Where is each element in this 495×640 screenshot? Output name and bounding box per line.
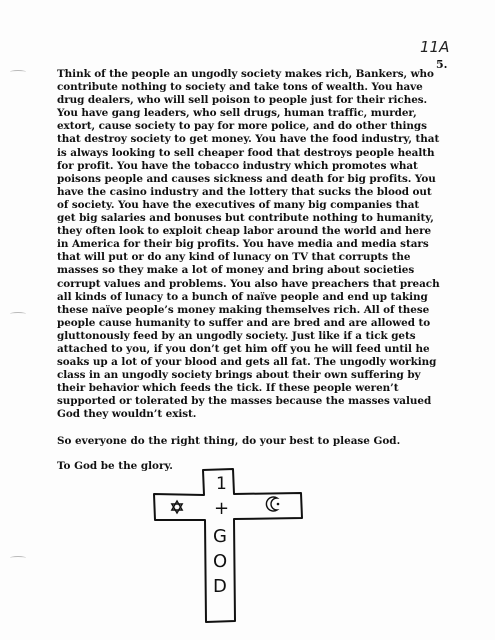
handwritten-page-note: 11A — [420, 38, 450, 56]
cross-letter-d: D — [213, 576, 227, 597]
binder-hole-mark — [10, 312, 26, 316]
hand-drawn-cross — [150, 468, 310, 628]
page-number: 5. — [436, 58, 448, 71]
cross-number-one: 1 — [216, 474, 227, 494]
crescent-star-icon — [266, 497, 279, 511]
glory-line: To God be the glory. — [57, 460, 173, 472]
cross-outline — [154, 469, 302, 622]
cross-letter-g: G — [213, 526, 227, 547]
body-paragraph: Think of the people an ungodly society makes rich, Bankers, who contribute nothing to society and take tons of wealth. You have drug dealers, who will sell poison to people just for their riches. You have gang leaders, who sell drugs, human traffic, murder, extort, cause society to pay for more police, and do other things that destroy society to get money. You have the food industry, that is always looking to sell cheaper food that destroys people health for profit. You have the tobacco industry which promotes what poisons people and causes sickness and death for big profits. You have the casino industry and the lottery that sucks the blood out of society. You have the executives of many big companies that get big salaries and bonuses but contribute nothing to humanity, they often look to exploit cheap labor around the world and here in America for their big profits. You have media and media stars that will put or do any kind of lunacy on TV that corrupts the masses so they make a lot of money and bring about societies corrupt values and problems. You also have preachers that preach all kinds of lunacy to a bunch of naïve people and end up taking these naïve people’s money making themselves rich. All of these people cause humanity to suffer and are bred and are allowed to gluttonously feed by an ungodly society. Just like if a tick gets attached to you, if you don’t get him off you he will feed until he soaks up a lot of your blood and gets all fat. The ungodly working class in an ungodly society brings about their own suffering by their behavior which feeds the tick. If these people weren’t supported or tolerated by the masses because the masses valued God they wouldn’t exist. — [57, 68, 440, 421]
cross-letter-o: O — [213, 551, 228, 572]
cross-plus-sign: + — [214, 498, 230, 519]
star-of-david-icon — [172, 501, 182, 513]
closing-line: So everyone do the right thing, do your best to please God. — [57, 435, 401, 447]
binder-hole-mark — [10, 556, 26, 560]
binder-hole-mark — [10, 70, 26, 74]
